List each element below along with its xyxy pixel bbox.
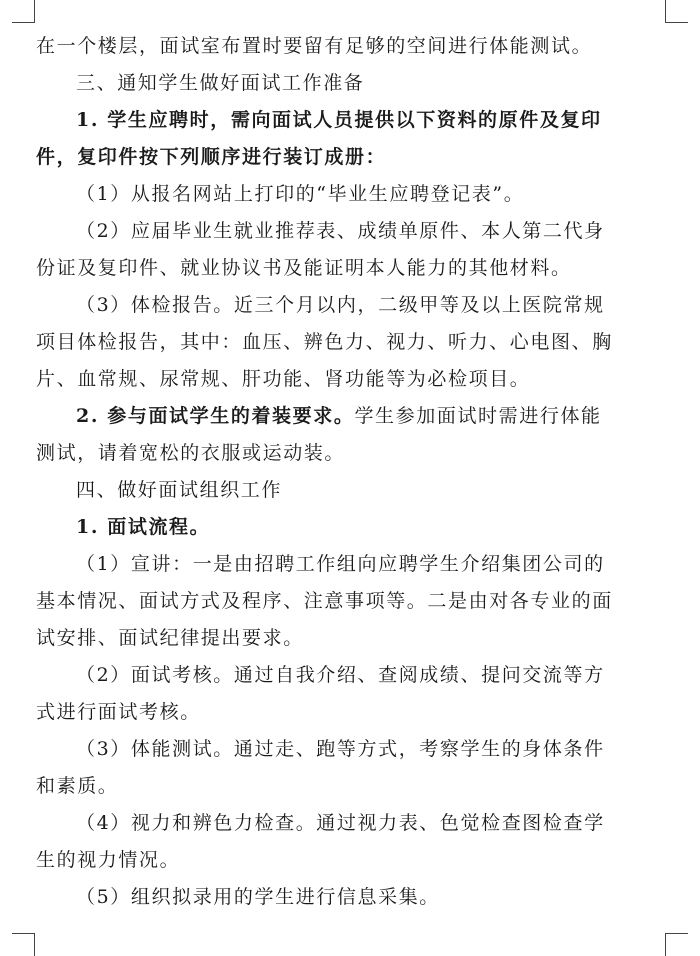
subheading-line: 1. 面试流程。 [76,516,211,538]
list-item-line: （1）从报名网站上打印的“毕业生应聘登记表”。 [76,183,525,205]
paragraph-line: 项目体检报告，其中：血压、辨色力、视力、听力、心电图、胸 [36,331,613,353]
bold-lead-in: 2. 参与面试学生的着装要求。 [76,405,355,427]
paragraph-line: 生的视力情况。 [36,849,181,871]
section-heading-3: 三、通知学生做好面试工作准备 [76,72,365,94]
paragraph-line: 式进行面试考核。 [36,701,201,723]
paragraph-text: 学生参加面试时需进行体能 [354,405,602,427]
list-item-line: （2）面试考核。通过自我介绍、查阅成绩、提问交流等方 [76,664,605,686]
crop-mark-bottom-left [12,933,35,956]
paragraph-line: 在一个楼层，面试室布置时要留有足够的空间进行体能测试。 [36,35,593,57]
section-heading-4: 四、做好面试组织工作 [76,479,283,501]
paragraph-line: 份证及复印件、就业协议书及能证明本人能力的其他材料。 [36,257,572,279]
crop-mark-top-right [665,0,688,23]
list-item-line: （5）组织拟录用的学生进行信息采集。 [76,886,440,908]
paragraph-line: 测试，请着宽松的衣服或运动装。 [36,442,346,464]
list-item-line: （4）视力和辨色力检查。通过视力表、色觉检查图检查学 [76,812,605,834]
crop-mark-bottom-right [665,933,688,956]
list-item-line: （2）应届毕业生就业推荐表、成绩单原件、本人第二代身 [76,220,605,242]
subheading-line: 1. 学生应聘时，需向面试人员提供以下资料的原件及复印 [76,109,602,131]
crop-mark-top-left [12,0,35,23]
list-item-line: （3）体能测试。通过走、跑等方式，考察学生的身体条件 [76,738,605,760]
paragraph-line: 试安排、面试纪律提出要求。 [36,627,304,649]
subheading-line: 件，复印件按下列顺序进行装订成册： [36,146,387,168]
paragraph-line: 基本情况、面试方式及程序、注意事项等。二是由对各专业的面 [36,590,613,612]
document-body [36,28,664,916]
paragraph-line: 片、血常规、尿常规、肝功能、肾功能等为必检项目。 [36,368,531,390]
mixed-paragraph-line [36,398,664,435]
list-item-line: （3）体检报告。近三个月以内，二级甲等及以上医院常规 [76,294,605,316]
list-item-line: （1）宣讲：一是由招聘工作组向应聘学生介绍集团公司的 [76,553,605,575]
paragraph-line: 和素质。 [36,775,119,797]
